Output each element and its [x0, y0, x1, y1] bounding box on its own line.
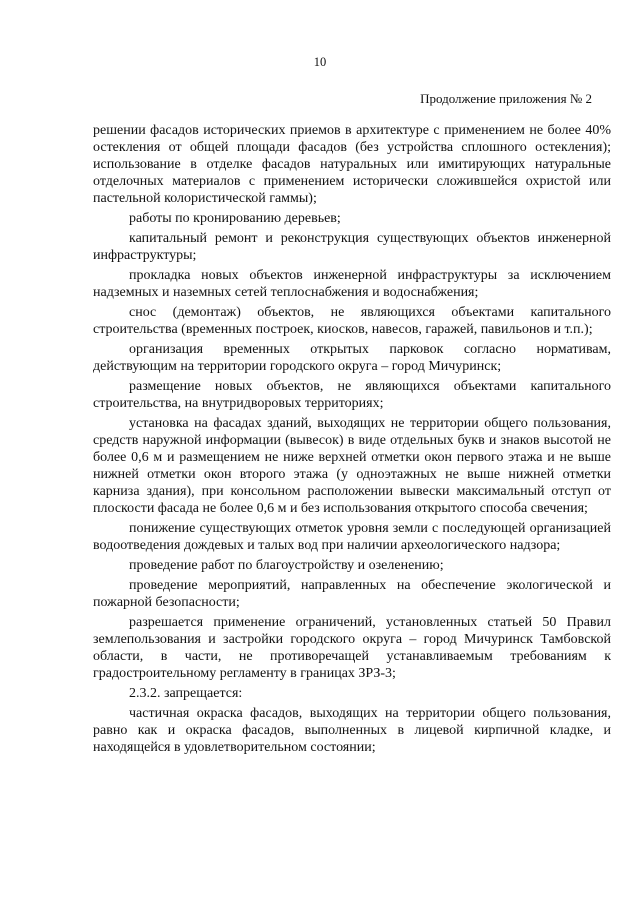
paragraph-infrastructure-repair: капитальный ремонт и реконструкция существующих объектов инженерной инфраструктуры;: [93, 231, 611, 263]
document-body: [93, 122, 611, 759]
paragraph-safety-measures: проведение мероприятий, направленных на обеспечение экологической и пожарной безопасности;: [93, 578, 611, 610]
appendix-continuation-header: Продолжение приложения № 2: [420, 91, 592, 106]
page-number: 10: [313, 55, 327, 69]
paragraph-demolition: снос (демонтаж) объектов, не являющихся объектами капитального строительства (временных построек, киосков, навесов, гаражей, павильонов и т.п.);: [93, 305, 611, 337]
paragraph-new-infrastructure: прокладка новых объектов инженерной инфраструктуры за исключением надземных и наземных сетей теплоснабжения и водоснабжения;: [93, 268, 611, 300]
paragraph-tree-pruning: работы по кронированию деревьев;: [129, 211, 341, 226]
paragraph-signage: установка на фасадах зданий, выходящих не территории общего пользования, средств наружной информации (вывесок) в виде отдельных букв и знаков высотой не более 0,6 м и размещением не ниже верхней отметки окон первого этажа и не выше нижней отметки окон второго этажа (у одноэтажных не выше нижней отметки карниза здания), при консольном расположении вывески максимальный отступ от плоскости фасада не более 0,6 м и без использования открытого способа свечения;: [93, 416, 611, 516]
paragraph-courtyard-objects: размещение новых объектов, не являющихся объектами капитального строительства, на внутридворовых территориях;: [93, 379, 611, 411]
paragraph-facade-decisions: решении фасадов исторических приемов в архитектуре с применением не более 40% остекления от общей площади фасадов (без устройства сплошного остекления); использование в отделке фасадов натуральных или имитирующих натуральные отделочных материалов с применением исторически сложившейся охристой или пастельной колористической гаммы);: [93, 123, 611, 206]
paragraph-landscaping: проведение работ по благоустройству и озеленению;: [129, 558, 444, 573]
paragraph-partial-painting: частичная окраска фасадов, выходящих на территории общего пользования, равно как и окраска фасадов, выполненных в лицевой кирпичной кладке, и находящейся в удовлетворительном состоянии;: [93, 706, 611, 755]
paragraph-temporary-parking: организация временных открытых парковок согласно нормативам, действующим на территории городского округа – город Мичуринск;: [93, 342, 611, 374]
section-heading-prohibited: 2.3.2. запрещается:: [129, 686, 243, 701]
paragraph-permitted-restrictions: разрешается применение ограничений, установленных статьей 50 Правил землепользования и застройки городского округа – город Мичуринск Тамбовской области, в части, не противоречащей устанавливаемым требованиям к градостроительному регламенту в границах ЗРЗ-3;: [93, 615, 611, 681]
paragraph-ground-level: понижение существующих отметок уровня земли с последующей организацией водоотведения дождевых и талых вод при наличии археологического надзора;: [93, 521, 611, 553]
